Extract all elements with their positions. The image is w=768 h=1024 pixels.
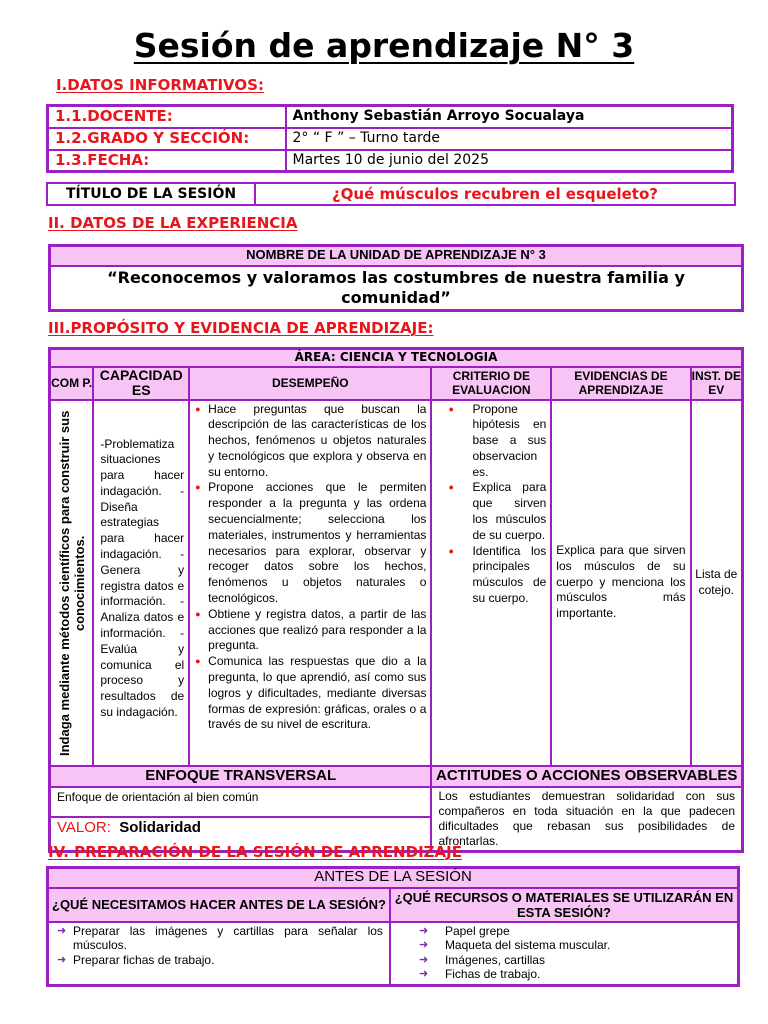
criterios-cell — [431, 400, 551, 766]
list-item: ➜ Maqueta del sistema muscular. — [397, 938, 731, 953]
unidad-name: “Reconocemos y valoramos las costumbres de nuestra familia y comunidad” — [50, 266, 743, 311]
titulo-sesion-value: ¿Qué músculos recubren el esqueleto? — [255, 183, 735, 205]
section-preparacion: IV. PREPARACIÓN DE LA SESIÓN DE APRENDIZAJE — [48, 843, 462, 861]
unidad-header: NOMBRE DE LA UNIDAD DE APRENDIZAJE N° 3 — [50, 246, 743, 266]
competencia-cell — [50, 400, 94, 766]
recursos-header: ¿QUÉ RECURSOS O MATERIALES SE UTILIZARÁN EN ESTA SESIÓN? — [390, 888, 739, 922]
criterio-header: CRITERIO DE EVALUACION — [431, 367, 551, 400]
table-row — [48, 150, 733, 172]
titulo-sesion-table — [46, 182, 736, 206]
evidencias-header: EVIDENCIAS DE APRENDIZAJE — [551, 367, 690, 400]
section-proposito: III.PROPÓSITO Y EVIDENCIA DE APRENDIZAJE: — [48, 319, 434, 337]
preparacion-table — [46, 866, 740, 987]
list-item: ➜ Imágenes, cartillas — [397, 953, 731, 968]
capacidades-text: -Problematiza situaciones para hacer indagación. -Diseña estrategias para hacer indagación. -Genera y registra datos e información. -Analiza datos e información. -Evalúa y comunica el proceso y resultados de su indagación. — [93, 400, 189, 766]
desempeno-header: DESEMPEÑO — [189, 367, 431, 400]
datos-informativos-table — [46, 104, 734, 173]
tareas-cell — [48, 922, 390, 986]
document-title: Sesión de aprendizaje N° 3 — [133, 26, 635, 65]
recursos-cell — [390, 922, 739, 986]
list-item: ● Comunica las respuestas que dio a la pregunta, lo que aprendió, así como sus logros y dificultades, mediante diversas formas de expresión: gráficas, orales o a través de su nivel de escritura. — [194, 654, 426, 733]
actitudes-text: Los estudiantes demuestran solidaridad con sus compañeros en toda situación en la que padecen dificultades que rebasan sus posibilidades de afrontarlas. — [431, 787, 742, 852]
titulo-sesion-label: TÍTULO DE LA SESIÓN — [47, 183, 255, 205]
enfoque-header: ENFOQUE TRANSVERSAL — [50, 766, 432, 787]
desempenos-cell — [189, 400, 431, 766]
fecha-value: Martes 10 de junio del 2025 — [286, 150, 733, 172]
valor-label: VALOR: — [57, 819, 111, 837]
enfoque-value: Enfoque de orientación al bien común — [50, 787, 432, 818]
competencia-text: Indaga mediante métodos científicos para construir sus conocimientos. — [56, 409, 87, 756]
grado-value: 2° “ F ” – Turno tarde — [286, 128, 733, 150]
grado-label: 1.2.GRADO Y SECCIÓN: — [48, 128, 286, 150]
fecha-label: 1.3.FECHA: — [48, 150, 286, 172]
valor-value: Solidaridad — [119, 819, 201, 837]
unidad-table — [48, 244, 744, 312]
tareas-header: ¿QUÉ NECESITAMOS HACER ANTES DE LA SESIÓN? — [48, 888, 390, 922]
capacidades-header: CAPACIDAD ES — [93, 367, 189, 400]
area-header: ÁREA: CIENCIA Y TECNOLOGIA — [50, 349, 743, 367]
list-item: ● Hace preguntas que buscan la descripción de las características de los hechos, fenómenos u objetos naturales y tecnológicos que explora y observa en su entorno. — [194, 402, 426, 481]
list-item: ● Explica para que sirven los músculos de su cuerpo. — [436, 480, 546, 543]
comp-header: COM P. — [50, 367, 94, 400]
list-item: ● Propone hipótesis en base a sus observacion es. — [436, 402, 546, 481]
list-item: ➜ Papel grepe — [397, 924, 731, 939]
section-datos-experiencia: II. DATOS DE LA EXPERIENCIA — [48, 214, 298, 232]
list-item: ● Identifica los principales músculos de su cuerpo. — [436, 544, 546, 607]
list-item: ➜ Preparar las imágenes y cartillas para señalar los músculos. — [55, 924, 383, 953]
antes-header: ANTES DE LA SESIÓN — [48, 868, 739, 888]
instrumento-text: Lista de cotejo. — [691, 400, 743, 766]
evidencia-text: Explica para que sirven los músculos de su cuerpo y menciona los músculos más importante. — [551, 400, 690, 766]
actitudes-header: ACTITUDES O ACCIONES OBSERVABLES — [431, 766, 742, 787]
list-item: ● Propone acciones que le permiten responder a la pregunta y las ordena secuencialmente; selecciona los materiales, instrumentos y herramientas necesarios para explorar, observar y recoger datos sobre los hechos, fenómenos u objetos naturales o tecnológicos. — [194, 480, 426, 606]
section-datos-informativos: I.DATOS INFORMATIVOS: — [56, 76, 264, 94]
table-row — [48, 106, 733, 128]
list-item: ➜ Fichas de trabajo. — [397, 967, 731, 982]
docente-value: Anthony Sebastián Arroyo Socualaya — [286, 106, 733, 128]
list-item: ● Obtiene y registra datos, a partir de las acciones que realizó para responder a la pregunta. — [194, 607, 426, 654]
docente-label: 1.1.DOCENTE: — [48, 106, 286, 128]
list-item: ➜ Preparar fichas de trabajo. — [55, 953, 383, 968]
proposito-table — [48, 347, 744, 853]
table-row — [48, 128, 733, 150]
instrumento-header: INST. DE EV — [691, 367, 743, 400]
